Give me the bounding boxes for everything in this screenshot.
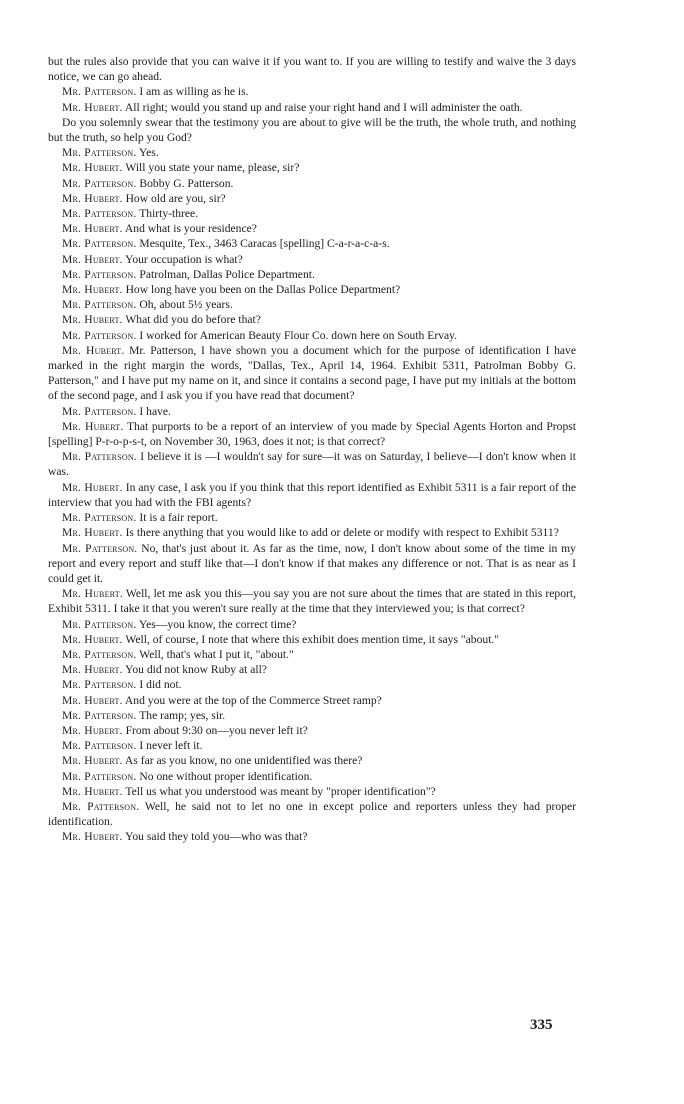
paragraph-text: Mr. Patterson, I have shown you a document which for the purpose of identification I have marked in the right margin the words, "Dallas, Tex., April 14, 1964. Exhibit 5311, Patrolman Bobby G. Patterson," and I have put my name on it, and since it contains a second page, I have put my initials at the bottom of the second page, and I ask you if you have read that document? xyxy=(48,343,576,403)
paragraph-text: I did not. xyxy=(139,678,182,692)
paragraph-text: Tell us what you understood was meant by "proper identification"? xyxy=(125,784,436,798)
speaker-name: Mr. Hubert. xyxy=(62,632,123,646)
speaker-name: Mr. Hubert. xyxy=(62,693,123,707)
speaker-name: Mr. Hubert. xyxy=(62,754,123,768)
transcript-paragraph xyxy=(48,525,576,540)
paragraph-text: Will you state your name, please, sir? xyxy=(125,161,300,175)
paragraph-text: Well, he said not to let no one in except police and reporters unless they had proper identification. xyxy=(48,799,576,829)
transcript-body xyxy=(48,54,576,845)
transcript-paragraph xyxy=(48,677,576,692)
paragraph-text: Is there anything that you would like to add or delete or modify with respect to Exhibit 5311? xyxy=(125,526,559,540)
paragraph-text: All right; would you stand up and raise your right hand and I will administer the oath. xyxy=(124,100,523,114)
speaker-name: Mr. Hubert. xyxy=(62,587,123,601)
transcript-paragraph xyxy=(48,54,576,84)
transcript-paragraph xyxy=(48,404,576,419)
paragraph-text: You said they told you—who was that? xyxy=(125,830,308,844)
transcript-paragraph xyxy=(48,100,576,115)
paragraph-text: It is a fair report. xyxy=(139,511,218,525)
paragraph-text: How old are you, sir? xyxy=(125,191,226,205)
transcript-paragraph xyxy=(48,449,576,479)
speaker-name: Mr. Patterson. xyxy=(62,708,137,722)
speaker-name: Mr. Patterson. xyxy=(62,267,137,281)
paragraph-text: That purports to be a report of an interview of you made by Special Agents Horton and Propst [spelling] P-r-o-p-s-t, on November 30, 1963, does it not; is that correct? xyxy=(48,419,576,449)
speaker-name: Mr. Hubert. xyxy=(62,313,123,327)
transcript-paragraph xyxy=(48,480,576,510)
transcript-paragraph xyxy=(48,221,576,236)
transcript-paragraph xyxy=(48,160,576,175)
transcript-paragraph xyxy=(48,693,576,708)
transcript-paragraph xyxy=(48,297,576,312)
transcript-paragraph xyxy=(48,236,576,251)
speaker-name: Mr. Hubert. xyxy=(62,480,123,494)
speaker-name: Mr. Hubert. xyxy=(62,222,123,236)
speaker-name: Mr. Hubert. xyxy=(62,100,123,114)
speaker-name: Mr. Hubert. xyxy=(62,784,123,798)
paragraph-text: Thirty-three. xyxy=(139,207,199,221)
speaker-name: Mr. Hubert. xyxy=(62,283,123,297)
speaker-name: Mr. Patterson. xyxy=(62,617,137,631)
transcript-paragraph xyxy=(48,206,576,221)
transcript-paragraph xyxy=(48,632,576,647)
speaker-name: Mr. Hubert. xyxy=(62,161,123,175)
paragraph-text: Mesquite, Tex., 3463 Caracas [spelling] C-a-r-a-c-a-s. xyxy=(139,237,390,251)
speaker-name: Mr. Hubert. xyxy=(62,191,123,205)
speaker-name: Mr. Patterson. xyxy=(62,298,137,312)
paragraph-text: And you were at the top of the Commerce Street ramp? xyxy=(124,693,382,707)
paragraph-text: No, that's just about it. As far as the time, now, I don't know about some of the time in my report and every report and stuff like that—I don't know if that makes any difference or not. That is as near as I could get it. xyxy=(48,541,576,585)
transcript-paragraph xyxy=(48,510,576,525)
transcript-paragraph xyxy=(48,115,576,145)
transcript-paragraph xyxy=(48,784,576,799)
transcript-paragraph xyxy=(48,647,576,662)
transcript-paragraph xyxy=(48,84,576,99)
speaker-name: Mr. Patterson. xyxy=(62,678,137,692)
speaker-name: Mr. Patterson. xyxy=(62,404,137,418)
speaker-name: Mr. Patterson. xyxy=(62,799,140,813)
transcript-paragraph xyxy=(48,769,576,784)
speaker-name: Mr. Hubert. xyxy=(62,830,123,844)
transcript-paragraph xyxy=(48,267,576,282)
paragraph-text: No one without proper identification. xyxy=(139,769,313,783)
transcript-paragraph xyxy=(48,541,576,587)
speaker-name: Mr. Patterson. xyxy=(62,176,137,190)
paragraph-text: Oh, about 5½ years. xyxy=(139,298,233,312)
paragraph-text: Patrolman, Dallas Police Department. xyxy=(139,267,315,281)
transcript-paragraph xyxy=(48,328,576,343)
speaker-name: Mr. Patterson. xyxy=(62,328,137,342)
paragraph-text: I believe it is —I wouldn't say for sure—it was on Saturday, I believe—I don't know when it was. xyxy=(48,450,576,479)
transcript-paragraph xyxy=(48,617,576,632)
paragraph-text: Your occupation is what? xyxy=(125,252,243,266)
transcript-paragraph xyxy=(48,829,576,844)
paragraph-text: In any case, I ask you if you think that this report identified as Exhibit 5311 is a fair report of the interview that you had with the FBI agents? xyxy=(48,480,576,509)
transcript-paragraph xyxy=(48,312,576,327)
transcript-paragraph xyxy=(48,343,576,404)
paragraph-text: What did you do before that? xyxy=(125,313,261,327)
transcript-paragraph xyxy=(48,708,576,723)
speaker-name: Mr. Patterson. xyxy=(62,85,137,99)
transcript-paragraph xyxy=(48,799,576,829)
speaker-name: Mr. Hubert. xyxy=(62,252,123,266)
paragraph-text: Yes. xyxy=(138,146,159,160)
paragraph-text: From about 9:30 on—you never left it? xyxy=(125,723,308,737)
transcript-paragraph xyxy=(48,145,576,160)
speaker-name: Mr. Patterson. xyxy=(62,450,137,464)
paragraph-text: I never left it. xyxy=(139,739,203,753)
paragraph-text: Well, let me ask you this—you say you are not sure about the times that are stated in this report, Exhibit 5311. I take it that you weren't sure really at the time that they interviewed you; is that correct? xyxy=(48,587,576,616)
speaker-name: Mr. Patterson. xyxy=(62,511,137,525)
paragraph-text: And what is your residence? xyxy=(124,222,257,236)
transcript-paragraph xyxy=(48,282,576,297)
paragraph-text: I am as willing as he is. xyxy=(139,85,249,99)
speaker-name: Mr. Hubert. xyxy=(62,343,125,357)
speaker-name: Mr. Hubert. xyxy=(62,419,124,433)
transcript-paragraph xyxy=(48,586,576,616)
transcript-paragraph xyxy=(48,176,576,191)
paragraph-text: You did not know Ruby at all? xyxy=(125,663,267,677)
speaker-name: Mr. Patterson. xyxy=(62,739,137,753)
transcript-paragraph xyxy=(48,252,576,267)
paragraph-text: Bobby G. Patterson. xyxy=(139,176,234,190)
paragraph-text: Yes—you know, the correct time? xyxy=(138,617,297,631)
transcript-paragraph xyxy=(48,191,576,206)
transcript-paragraph xyxy=(48,419,576,449)
paragraph-text: Well, of course, I note that where this exhibit does mention time, it says "about." xyxy=(125,632,500,646)
speaker-name: Mr. Hubert. xyxy=(62,526,123,540)
speaker-name: Mr. Patterson. xyxy=(62,541,138,555)
transcript-paragraph xyxy=(48,662,576,677)
speaker-name: Mr. Patterson. xyxy=(62,769,137,783)
paragraph-text: As far as you know, no one unidentified was there? xyxy=(124,754,363,768)
paragraph-text: The ramp; yes, sir. xyxy=(139,708,226,722)
speaker-name: Mr. Patterson. xyxy=(62,237,137,251)
paragraph-text: Well, that's what I put it, "about." xyxy=(139,647,294,661)
speaker-name: Mr. Patterson. xyxy=(62,207,137,221)
paragraph-text: Do you solemnly swear that the testimony you are about to give will be the truth, the whole truth, and nothing but the truth, so help you God? xyxy=(48,115,576,145)
transcript-paragraph xyxy=(48,738,576,753)
transcript-paragraph xyxy=(48,753,576,768)
speaker-name: Mr. Patterson. xyxy=(62,146,137,160)
speaker-name: Mr. Hubert. xyxy=(62,723,123,737)
speaker-name: Mr. Patterson. xyxy=(62,647,137,661)
paragraph-text: How long have you been on the Dallas Police Department? xyxy=(125,283,401,297)
paragraph-text: I have. xyxy=(139,404,171,418)
speaker-name: Mr. Hubert. xyxy=(62,663,123,677)
paragraph-text: but the rules also provide that you can waive it if you want to. If you are willing to testify and waive the 3 days notice, we can go ahead. xyxy=(48,55,576,84)
paragraph-text: I worked for American Beauty Flour Co. down here on South Ervay. xyxy=(139,328,458,342)
transcript-paragraph xyxy=(48,723,576,738)
page-number: 335 xyxy=(530,1017,553,1033)
